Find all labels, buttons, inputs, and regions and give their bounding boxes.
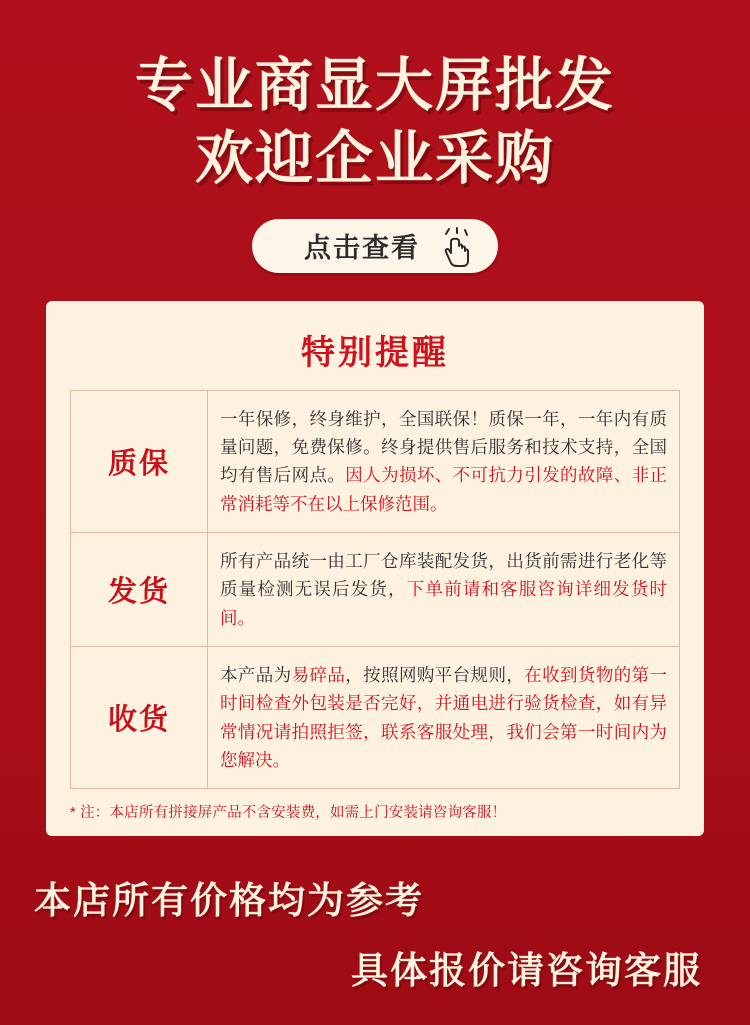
table-row	[71, 390, 680, 532]
warranty-text-highlight: 因人为损坏、不可抗力引发的故障、非正常消耗等不在以上保修范围。	[220, 465, 668, 514]
notice-card	[46, 301, 704, 837]
row-label-receiving: 收货	[71, 646, 208, 788]
hand-pointer-icon	[440, 227, 474, 267]
bottom-block	[0, 870, 750, 994]
receiving-text-highlight-2: 在收到货物的第一时间检查外包装是否完好，并通电进行验货检查，如有异常情况请拍照拒签，联系客服处理，我们会第一时间内为您解决。	[220, 664, 668, 770]
bottom-line-1: 本店所有价格均为参考	[34, 880, 424, 922]
row-body-receiving	[208, 646, 680, 788]
warranty-text-plain: 一年保修，终身维护，全国联保！质保一年，一年内有质量问题，免费保修。终身提供售后服务和技术支持，全国均有售后网点。	[220, 408, 667, 486]
headline-line-2: 欢迎企业采购	[194, 126, 555, 192]
receiving-text-plain-2: ，按照网购平台规则，	[345, 664, 525, 685]
table-row	[71, 646, 680, 788]
cta-label: 点击查看	[304, 233, 420, 264]
notice-table	[70, 390, 680, 790]
row-label-warranty: 质保	[71, 390, 208, 532]
row-label-shipping: 发货	[71, 532, 208, 646]
notice-footnote: * 注：本店所有拼接屏产品不含安装费，如需上门安装请咨询客服！	[70, 805, 507, 822]
row-body-warranty	[208, 390, 680, 532]
receiving-text-highlight-1: 易碎品	[291, 664, 346, 685]
shipping-text-plain: 所有产品统一由工厂仓库装配发货，出货前需进行老化等质量检测无误后发货，	[220, 550, 667, 600]
row-body-shipping	[208, 532, 680, 646]
table-row	[71, 532, 680, 646]
view-details-button[interactable]	[252, 219, 498, 273]
bottom-line-2: 具体报价请咨询客服	[351, 950, 702, 992]
receiving-text-plain: 本产品为	[220, 664, 292, 685]
cta-container	[0, 219, 750, 273]
shipping-text-highlight: 下单前请和客服咨询详细发货时间。	[220, 579, 668, 628]
headline	[0, 0, 750, 193]
notice-title: 特别提醒	[301, 333, 449, 372]
headline-line-1: 专业商显大屏批发	[134, 53, 615, 118]
